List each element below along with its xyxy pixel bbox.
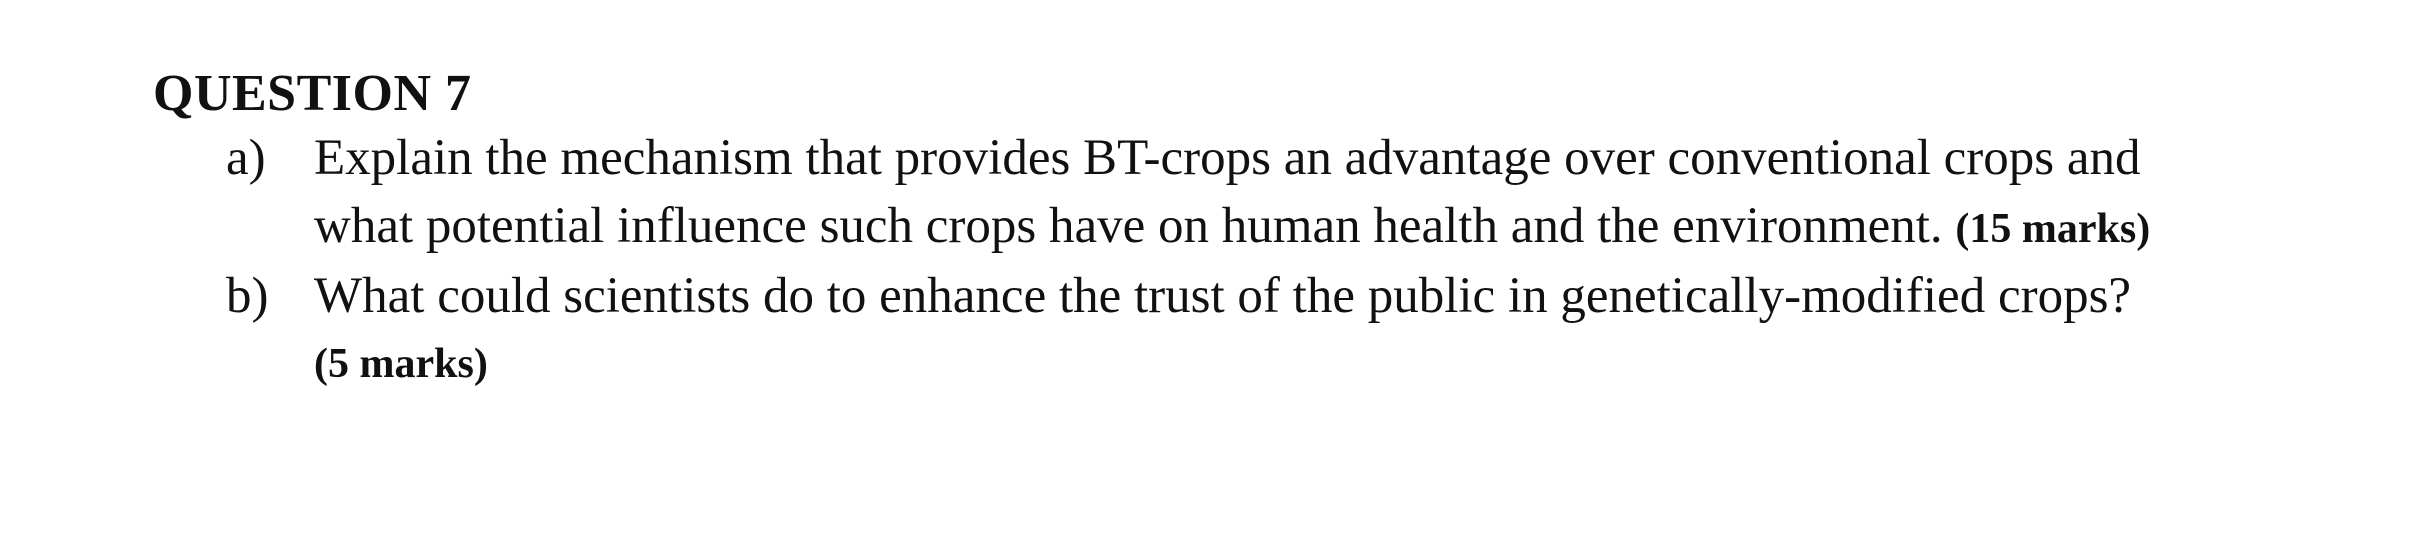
part-text-line: What could scientists do to enhance the trust of the public in genetically-modified crops? bbox=[314, 268, 2132, 324]
question-part-a bbox=[226, 124, 2286, 264]
part-text bbox=[314, 124, 2274, 263]
part-text bbox=[314, 262, 2274, 398]
part-label: b) bbox=[226, 268, 269, 324]
question-title: QUESTION 7 bbox=[153, 65, 472, 122]
marks-label: (15 marks) bbox=[1955, 206, 2151, 252]
part-text-line bbox=[314, 192, 2274, 263]
part-label: a) bbox=[226, 130, 266, 186]
part-text-fragment: what potential influence such crops have on human health and the environment. bbox=[314, 198, 1943, 254]
marks-label: (5 marks) bbox=[314, 341, 488, 387]
question-part-b bbox=[226, 262, 2286, 402]
part-text-line: Explain the mechanism that provides BT-crops an advantage over conventional crops and bbox=[314, 130, 2141, 186]
